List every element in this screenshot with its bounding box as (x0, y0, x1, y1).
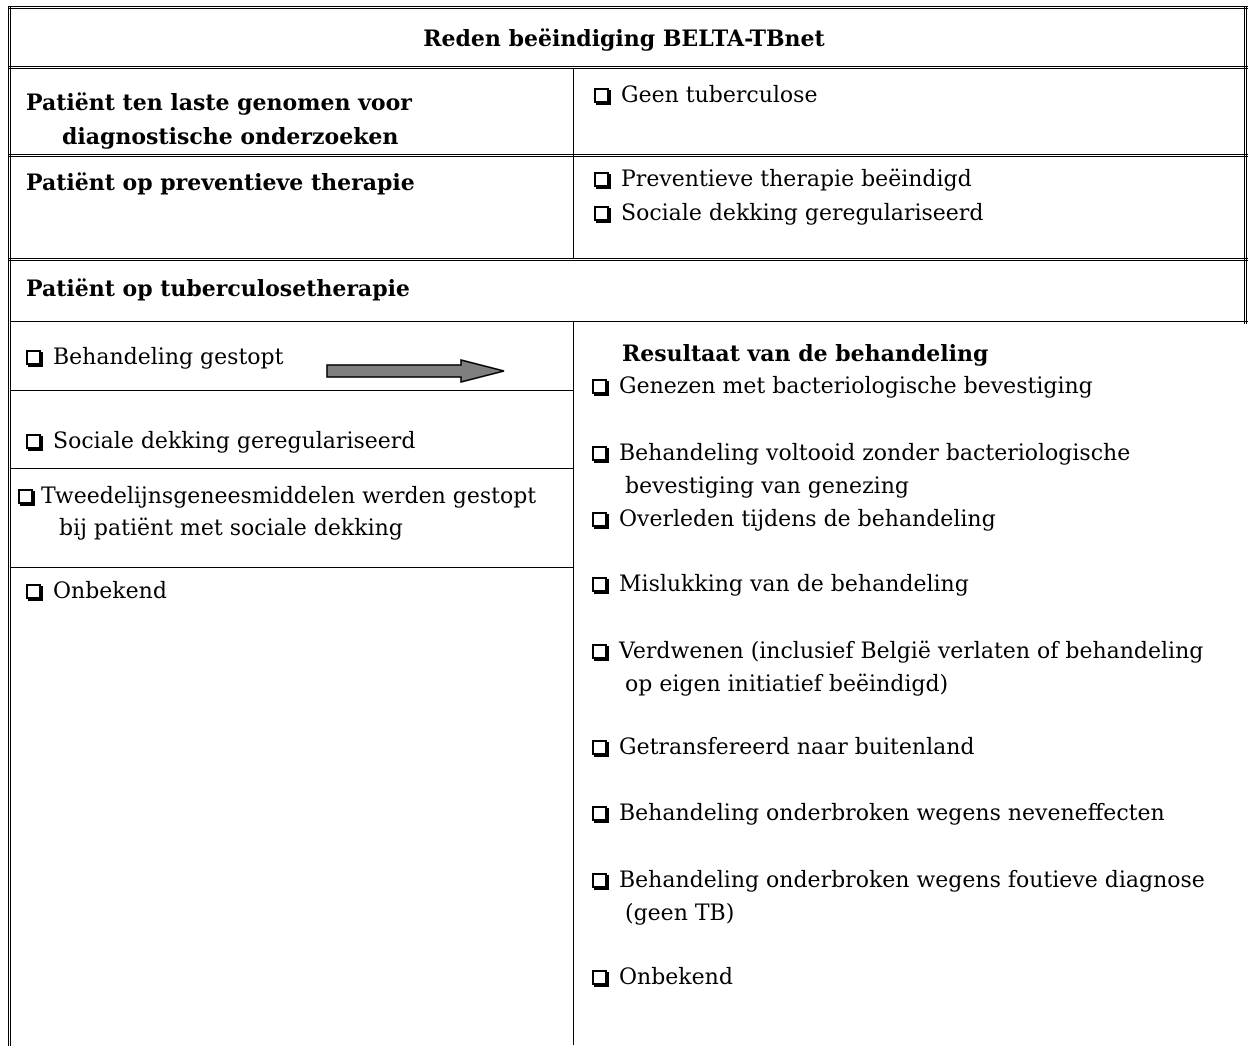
checkbox-verdwenen[interactable] (592, 636, 1203, 668)
checkbox-onderbroken-neveneffecten[interactable] (592, 798, 1165, 830)
diag-label-line1: Patiënt ten laste genomen voor (26, 90, 412, 116)
checkbox-onbekend-right[interactable] (592, 962, 733, 994)
checkbox-preventieve-therapie-beeindigd[interactable] (594, 164, 972, 196)
option-label: Preventieve therapie beëindigd (621, 167, 972, 192)
arrow-right-icon (326, 359, 506, 383)
checkbox-icon[interactable] (592, 644, 607, 659)
checkbox-behandeling-voltooid[interactable] (592, 438, 1130, 470)
option-label: Overleden tijdens de behandeling (619, 507, 996, 532)
checkbox-icon[interactable] (26, 350, 41, 365)
option-label: Onbekend (53, 579, 167, 604)
row-divider (8, 66, 1248, 69)
row-divider (8, 258, 1248, 261)
checkbox-sociale-dekking-prev[interactable] (594, 198, 983, 230)
option-label: Mislukking van de behandeling (619, 572, 969, 597)
checkbox-icon[interactable] (592, 379, 607, 394)
checkbox-behandeling-gestopt[interactable] (26, 342, 283, 374)
row-divider (8, 154, 1248, 157)
cell-divider (10, 567, 573, 568)
table-border-top (8, 6, 1248, 9)
checkbox-icon[interactable] (592, 512, 607, 527)
option-label: Behandeling onderbroken wegens neveneffecten (619, 801, 1165, 826)
option-label: Sociale dekking geregulariseerd (53, 429, 416, 454)
option-label-continued: op eigen initiatief beëindigd) (625, 672, 949, 697)
option-label-continued: bevestiging van genezing (625, 474, 909, 499)
checkbox-getransfereerd[interactable] (592, 732, 974, 764)
checkbox-overleden[interactable] (592, 504, 996, 536)
checkbox-icon[interactable] (592, 806, 607, 821)
option-label: Tweedelijnsgeneesmiddelen werden gestopt (41, 484, 537, 509)
checkbox-onderbroken-foutieve-diagnose[interactable] (592, 865, 1205, 897)
option-label-continued: bij patiënt met sociale dekking (59, 516, 403, 541)
checkbox-icon[interactable] (18, 489, 33, 504)
checkbox-geen-tuberculose[interactable] (594, 80, 818, 112)
checkbox-icon[interactable] (592, 873, 607, 888)
option-label: Geen tuberculose (621, 83, 818, 108)
checkbox-icon[interactable] (592, 577, 607, 592)
checkbox-tweedelijnsgeneesmiddelen[interactable] (18, 481, 536, 513)
checkbox-icon[interactable] (594, 206, 609, 221)
prev-label: Patiënt op preventieve therapie (26, 170, 415, 196)
cell-divider (10, 390, 573, 391)
option-label: Onbekend (619, 965, 733, 990)
option-label-continued: (geen TB) (625, 901, 735, 926)
option-label: Getransfereerd naar buitenland (619, 735, 975, 760)
column-divider (573, 68, 574, 258)
checkbox-genezen[interactable] (592, 371, 1093, 403)
checkbox-icon[interactable] (26, 434, 41, 449)
row-divider (10, 321, 1248, 322)
checkbox-icon[interactable] (592, 970, 607, 985)
checkbox-sociale-dekking-tb[interactable] (26, 426, 415, 458)
checkbox-icon[interactable] (594, 88, 609, 103)
table-border-left (8, 6, 11, 1046)
option-label: Behandeling voltooid zonder bacteriologische (619, 441, 1131, 466)
diag-label-line2: diagnostische onderzoeken (62, 124, 399, 150)
option-label: Sociale dekking geregulariseerd (621, 201, 984, 226)
checkbox-icon[interactable] (592, 740, 607, 755)
option-label: Verdwenen (inclusief België verlaten of behandeling (619, 639, 1204, 664)
result-heading: Resultaat van de behandeling (622, 341, 989, 367)
checkbox-icon[interactable] (26, 584, 41, 599)
option-label: Behandeling onderbroken wegens foutieve diagnose (619, 868, 1205, 893)
column-divider (573, 321, 574, 1045)
option-label: Genezen met bacteriologische bevestiging (619, 374, 1093, 399)
checkbox-onbekend-left[interactable] (26, 576, 167, 608)
checkbox-icon[interactable] (594, 172, 609, 187)
tb-label: Patiënt op tuberculosetherapie (26, 276, 410, 302)
checkbox-icon[interactable] (592, 446, 607, 461)
option-label: Behandeling gestopt (53, 345, 284, 370)
form-title: Reden beëindiging BELTA-TBnet (423, 26, 825, 52)
checkbox-mislukking[interactable] (592, 569, 969, 601)
cell-divider (10, 468, 573, 469)
